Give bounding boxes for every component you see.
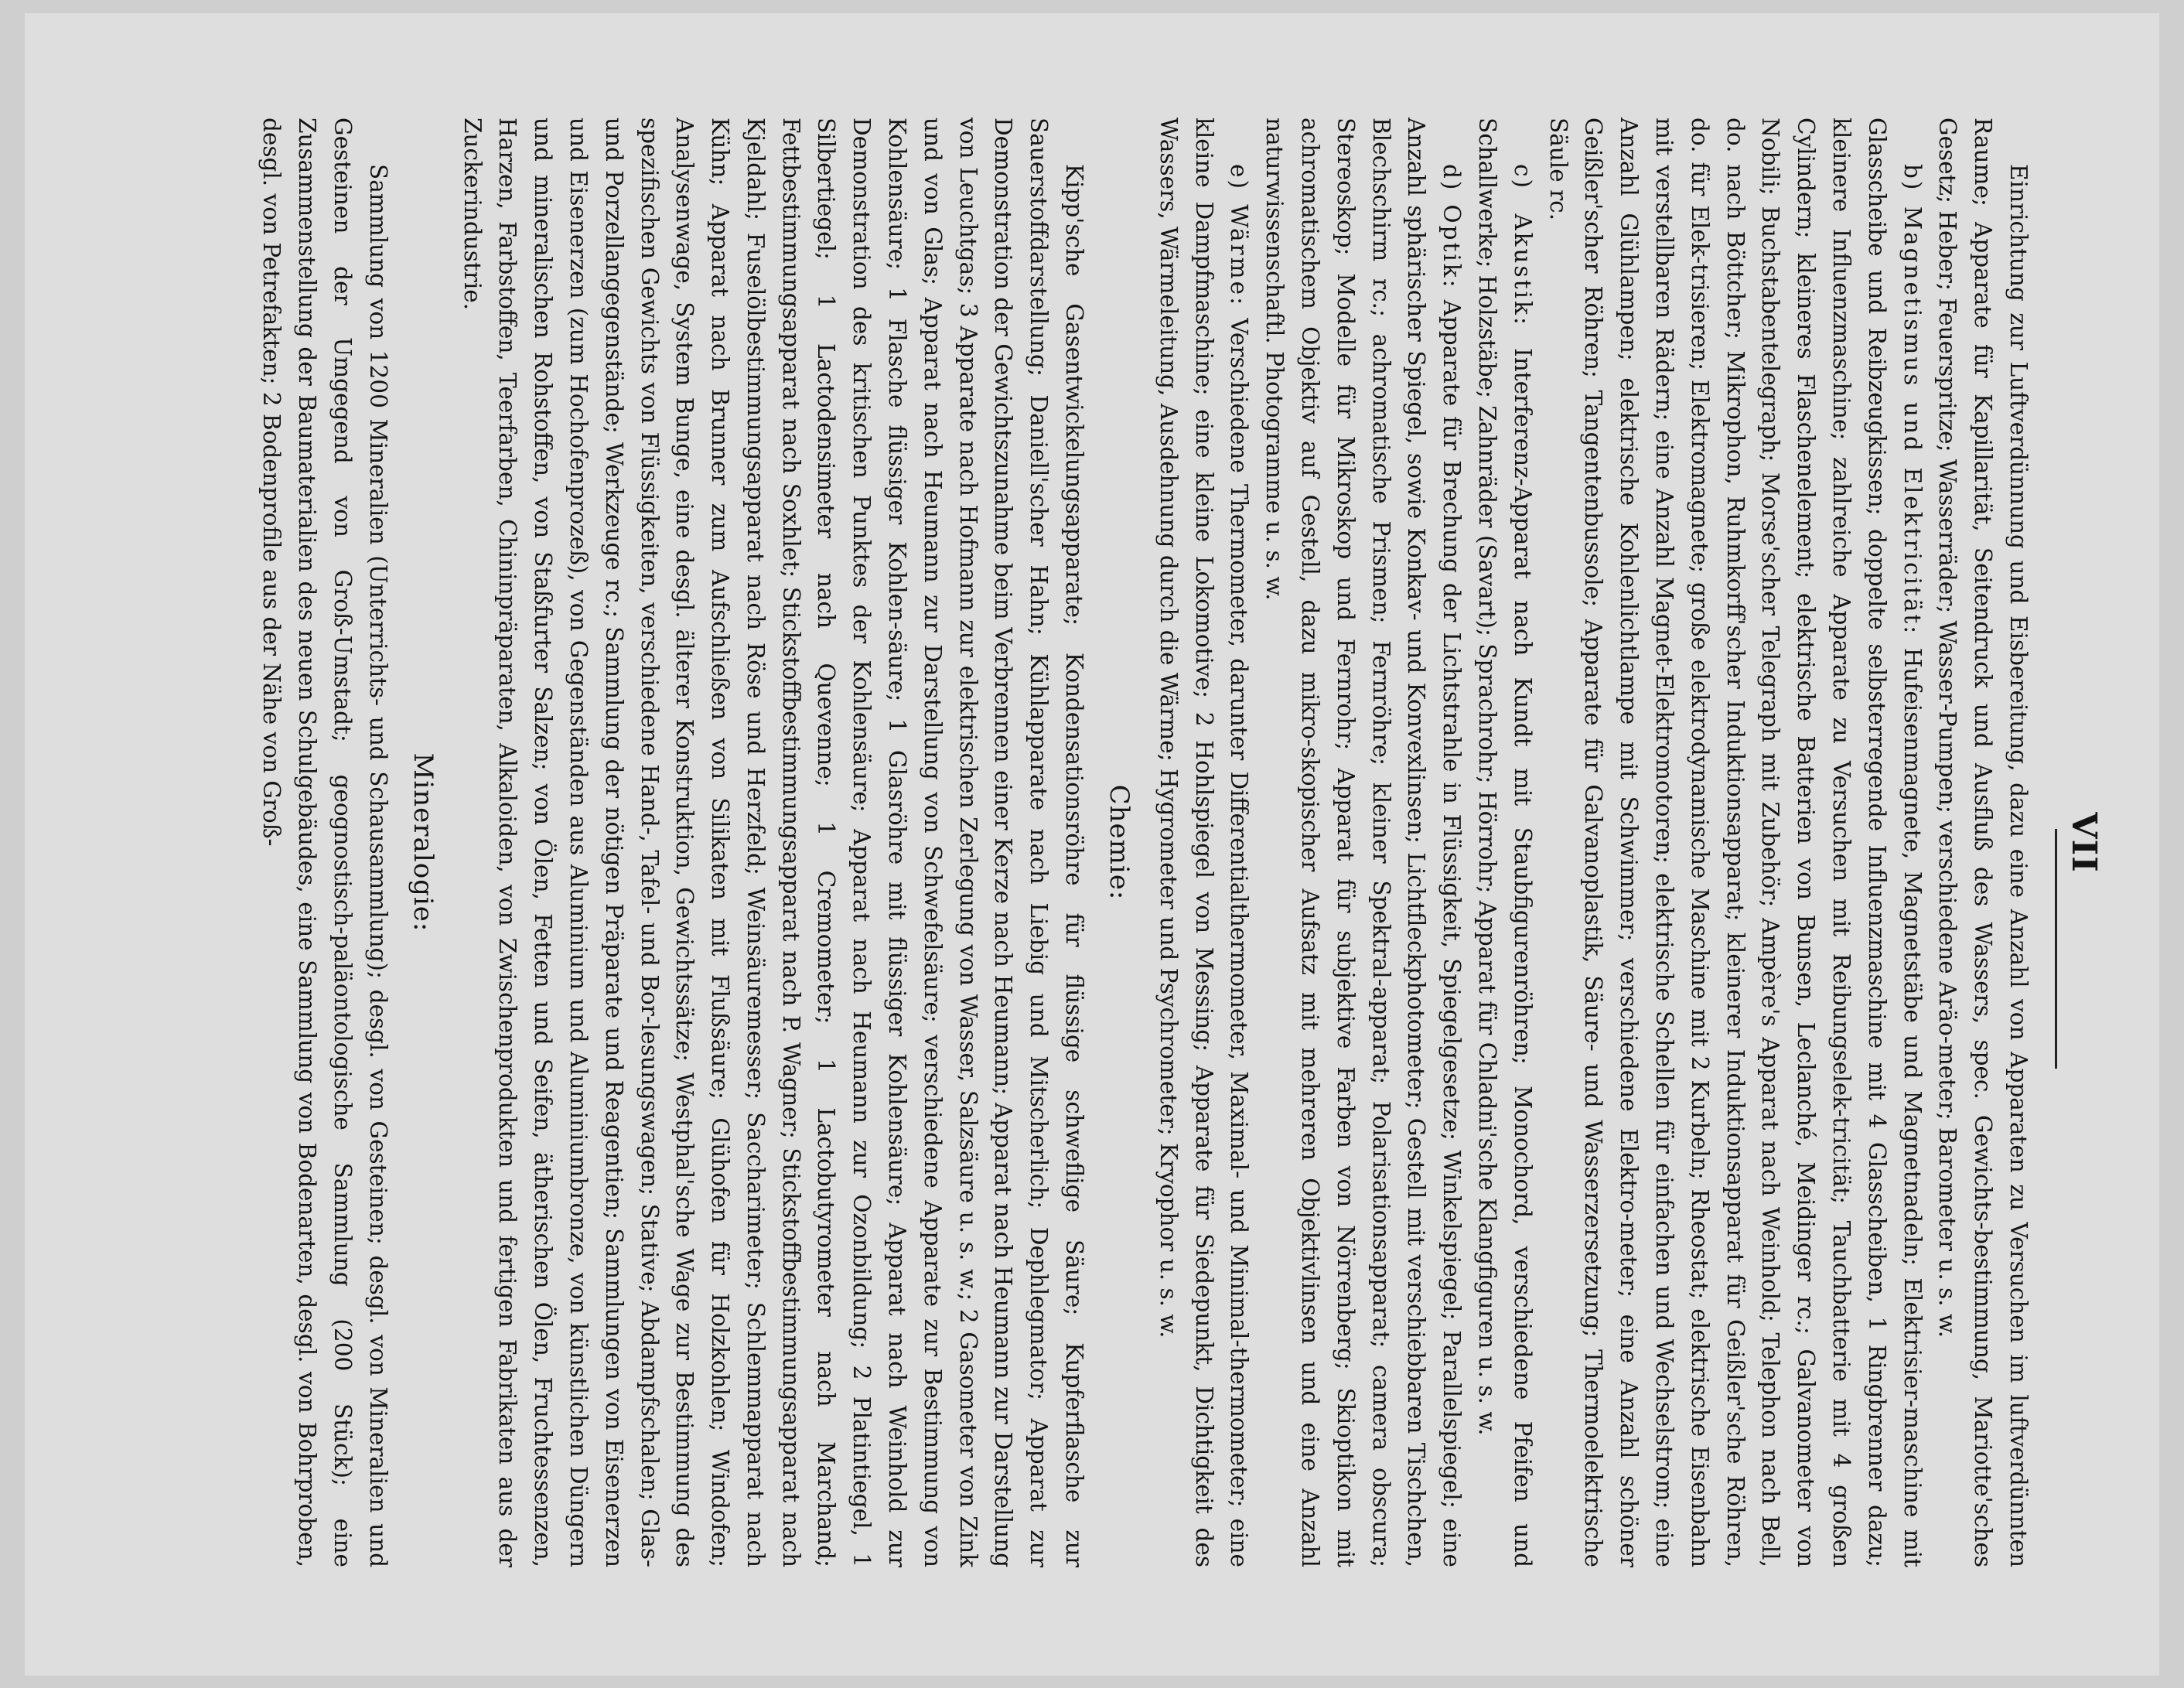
item-text-optik: Apparate für Brechung der Lichtstrahle in Flüssigkeit, Spiegelgesetze; Winkelspiegel; Parallelspiegel; eine Anzahl sphärischer Spiegel, sowie Konkav- und Konvexlinsen; Lichtfleckphotometer; Gestell mit verschiebbaren Tischchen, Blechschirm rc.; achromatische Prismen; Fernröhre; kleiner Spektral-apparat; Polarisationsapparat; camera obscura; Stereoskop; Modelle für Mikroskop und Fernrohr; Apparat für subjektive Farben von Nörrenberg; Skioptikon mit achromatischem Objektiv auf Gestell, dazu mikro-skopischer Aufsatz mit mehreren Objektivlinsen und eine Anzahl naturwissenschaftl. Photogramme u. s. w. <box>1261 117 1466 1567</box>
item-lead-akustik: c) Akustik: <box>1509 163 1536 327</box>
page-number: VII <box>2064 811 2104 873</box>
chemie-heading: Chemie: <box>1104 784 1135 900</box>
item-lead-optik: d) Optik: <box>1438 163 1466 290</box>
paragraph-magnetismus <box>1540 118 1930 1567</box>
paragraph-mineralogie: Sammlung von 1200 Mineralien (Unterrichts- und Schausammlung); desgl. von Gesteinen; desgl. von Mineralien und Gesteinen der Umgegend von Groß-Umstadt; geognostisch-paläontologische Sammlung (200 Stück); eine Zusammenstellung der Baumaterialien des neuen Schulgebäudes, eine Sammlung von Bodenarten, desgl. von Bohrproben, desgl. von Petrefakten; 2 Bodenprofile aus der Nähe von Groß- <box>258 117 391 1567</box>
item-text-waerme: Verschiedene Thermometer, darunter Differentialthermometer, Maximal- und Minimal-thermometer; eine kleine Dampfmaschine; eine kleine Lokomotive; 2 Hohlspiegel von Messing; Apparate für Siedepunkt, Dichtigkeit des Wassers, Wärmeleitung, Ausdehnung durch die Wärme; Hygrometer und Psychrometer; Kryophor u. s. w. <box>1155 117 1253 1567</box>
item-lead-waerme: e) Wärme: <box>1226 163 1253 307</box>
item-text-akustik: Interferenz-Apparat nach Kundt mit Staubfigurenröhren; Monochord, verschiedene Pfeifen und Schallwerke; Holzstäbe; Zahnräder (Savart); Sprachrohr; Hörrohr; Apparat für Chladni'sche Klangfiguren u. s. w. <box>1474 117 1536 1567</box>
paragraph-optik <box>1256 118 1469 1567</box>
paragraph-akustik <box>1469 118 1540 1567</box>
chemie-section <box>454 118 1135 1567</box>
header-rule <box>2055 829 2057 1069</box>
paragraph-chemie: Kipp'sche Gasentwickelungsapparate; Kondensationsröhre für flüssige schweflige Säure; Kupferflasche zur Sauerstoffdarstellung; Daniell'scher Hahn; Kühlapparate nach Liebig und Mitscherlich; Dephlegmator; Apparat zur Demonstration der Gewichtszunahme beim Verbrennen einer Kerze nach Heumann; Apparat nach Heumann zur Darstellung von Leuchtgas; 3 Apparate nach Hofmann zur elektrischen Zerlegung von Wasser, Salzsäure u. s. w.; 2 Gasometer von Zink und von Glas; Apparat nach Heumann zur Darstellung von Schwefelsäure; verschiedene Apparate zur Bestimmung von Kohlensäure; 1 Flasche flüssiger Kohlen-säure; 1 Glasröhre mit flüssiger Kohlensäure; Apparat nach Weinhold zur Demonstration des kritischen Punktes der Kohlensäure; Apparat nach Heumann zur Ozonbildung; 2 Platintiegel, 1 Silbertiegel; 1 Lactodensimeter nach Quevenne; 1 Cremometer; 1 Lactobutyrometer nach Marchand; Fettbestimmungsapparat nach Soxhlet; Stickstoffbestimmungsapparat nach P. Wagner; Stickstoffbestimmungsapparat nach Kjeldahl; Fuselölbestimmungsapparat nach Röse und Herzfeld; Weinsäuremesser; Saccharimeter; Schlemmapparat nach Kühn; Apparat nach Brunner zum Aufschließen von Silikaten mit Flußsäure; Glühofen für Holzkohlen; Windofen; Analysenwage, System Bunge, eine desgl. älterer Konstruktion, Gewichtssätze; Westphal'sche Wage zur Bestimmung des spezifischen Gewichts von Flüssigkeiten, verschiedene Hand-, Tafel- und Bor-lesungswagen; Stative; Abdampfschalen; Glas- und Porzellangegenstände; Werkzeuge rc.; Sammlung der nötigen Präparate und Reagentien; Sammlungen von Eisenerzen und Eisenerzen (zum Hochofenprozeß), von Gegenständen aus Aluminium und Aluminiumbronze, von künstlichen Düngern und mineralischen Rohstoffen, von Staßfurter Salzen; von Ölen, Fetten und Seifen, ätherischen Ölen, Fruchtessenzen, Harzen, Farbstoffen, Teerfarben, Chininpräparaten, Alkaloiden, von Zwischenprodukten und fertigen Fabrikaten aus der Zuckerindustrie. <box>459 117 1088 1567</box>
rotated-document-page <box>25 13 2159 1676</box>
item-lead-magnetismus: b) Magnetismus und Elektricität: <box>1899 163 1926 636</box>
paragraph-waerme <box>1150 118 1256 1567</box>
page-body <box>254 118 2036 1567</box>
item-text-magnetismus: Hufeisenmagnete, Magnetstäbe und Magnetnadeln; Elektrisier-maschine mit Glasscheibe und Reibzeugkissen; doppelte selbsterregende Influenzmaschine mit 4 Glasscheiben, 1 Ringbrenner dazu; kleinere Influenzmaschine; zahlreiche Apparate zu Versuchen mit Reibungselek-tricität; Tauchbatterie mit 4 großen Cylindern; kleineres Flaschenelement; elektrische Batterien von Bunsen, Leclanché, Meidinger rc.; Galvanometer von Nobili; Buchstabentelegraph; Morse'scher Telegraph mit Zubehör; Ampère's Apparat nach Weinhold; Telephon nach Bell, do. nach Böttcher; Mikrophon, Ruhmkorff'scher Induktionsapparat; kleinerer Induktionsapparat für Geißler'sche Röhren, do. für Elek-trisieren; Elektromagnete; große elektrodynamische Maschine mit 2 Kurbeln; Rheostat; elektrische Eisenbahn mit verstellbaren Rädern; eine Anzahl Magnet-Elektromotoren; elektrische Schellen für einfachen und Wechselstrom; eine Anzahl Glühlampen; elektrische Kohlenlichtlampe mit Schwimmer; verschiedene Elektro-meter; eine Anzahl schöner Geißler'scher Röhren; Tangentenbussole; Apparate für Galvanoplastik, Säure- und Wasserzersetzung; Thermoelektrische Säule rc. <box>1544 117 1926 1567</box>
mineralogie-heading: Mineralogie: <box>407 752 439 932</box>
mineralogie-section <box>254 118 439 1567</box>
paragraph-luftverduennung: Einrichtung zur Luftverdünnung und Eisbereitung, dazu eine Anzahl von Apparaten zu Versuchen im luftverdünnten Raume; Apparate für Kapillarität, Seitendruck und Ausfluß des Wassers, spec. Gewichts-bestimmung, Mariotte'sches Gesetz; Heber; Feuerspritze; Wasserräder; Wasser-Pumpen; verschiedene Aräo-meter; Barometer u. s. w. <box>1934 117 2032 1567</box>
physik-section <box>1150 118 2036 1567</box>
